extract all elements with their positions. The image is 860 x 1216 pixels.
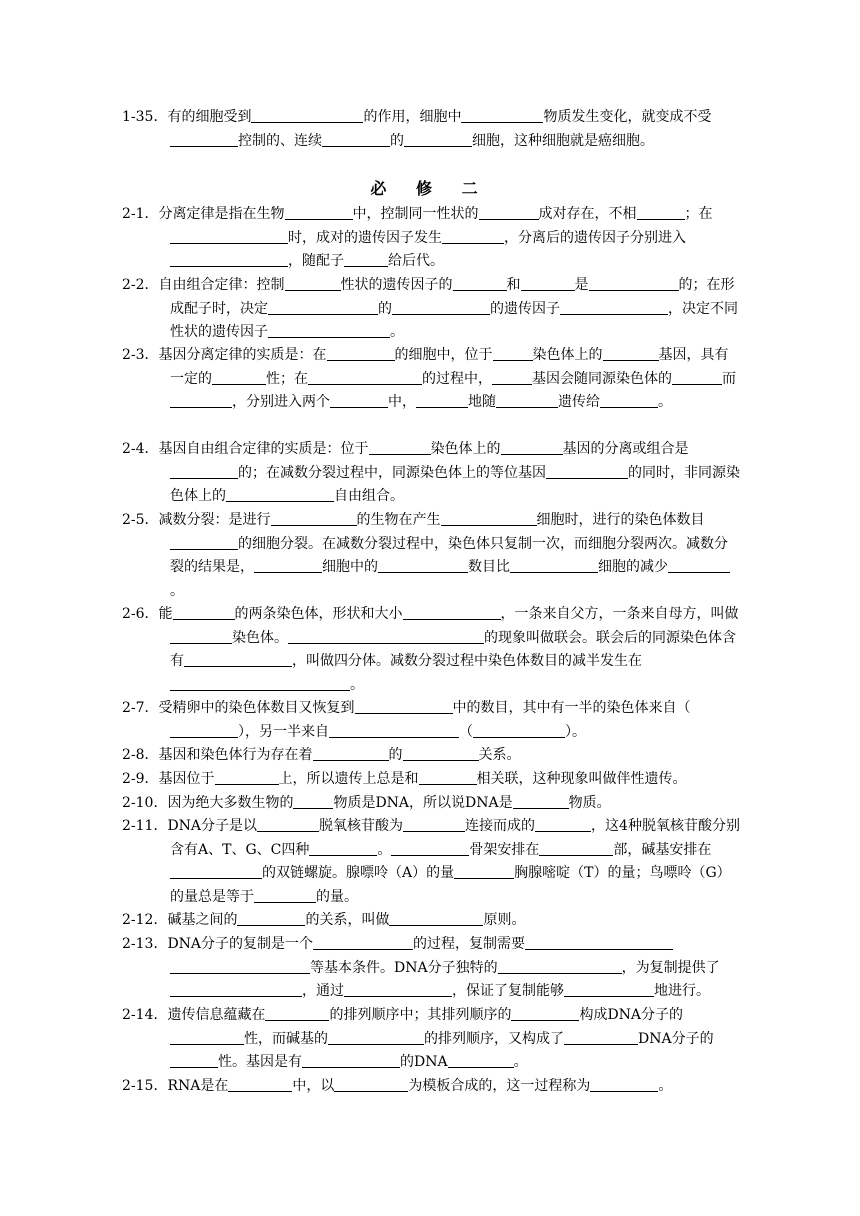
answer-blank[interactable]: [254, 886, 316, 903]
answer-blank[interactable]: [170, 1028, 244, 1045]
answer-blank[interactable]: [419, 768, 477, 785]
question-text: 上，所以遗传上总是和: [278, 771, 419, 787]
answer-blank[interactable]: [564, 980, 654, 997]
question-text: 的双链螺旋。腺嘌呤（A）的量: [262, 865, 455, 881]
question-text: 细胞时，进行的染色体数目: [536, 512, 705, 528]
question-text: 是: [574, 277, 589, 293]
question-text: （: [459, 723, 473, 740]
question-text: 给后代。: [388, 253, 444, 269]
section-title: 必 修 二: [370, 179, 490, 198]
question-text: 细胞，这种细胞就是癌细胞。: [472, 132, 654, 149]
question-text: 2-9．基因位于: [122, 771, 215, 787]
question-text: 的排列顺序，又构成了: [424, 1030, 564, 1047]
answer-blank[interactable]: [170, 227, 288, 244]
question-text: 胸腺嘧啶（T）的量；鸟嘌呤（G）的量总是等于: [170, 865, 731, 905]
question-item: [122, 744, 740, 768]
answer-blank[interactable]: [496, 391, 558, 408]
question-text: 中，: [388, 394, 416, 410]
question-text: 1-35．有的细胞受到: [122, 109, 252, 125]
answer-blank[interactable]: [268, 298, 378, 315]
answer-blank[interactable]: [251, 106, 363, 123]
question-text: 2-4．基因自由组合定律的实质是：位于: [122, 441, 369, 457]
question-text: 的关系，叫做: [305, 912, 390, 928]
answer-blank[interactable]: [170, 250, 288, 267]
question-text: 遗传给: [558, 394, 600, 410]
answer-blank[interactable]: [416, 391, 468, 408]
question-text: DNA分子的: [638, 1030, 714, 1047]
answer-blank[interactable]: [288, 627, 484, 644]
answer-blank[interactable]: [672, 368, 722, 385]
answer-blank[interactable]: [344, 250, 388, 267]
answer-blank[interactable]: [254, 556, 322, 573]
answer-blank[interactable]: [215, 768, 279, 785]
question-text: 2-13．DNA分子的复制是一个: [122, 936, 314, 952]
question-text: 。: [350, 676, 364, 693]
question-text: 的DNA: [400, 1054, 448, 1070]
question-text: 2-15．RNA是在: [122, 1078, 229, 1094]
answer-blank[interactable]: [493, 344, 533, 361]
answer-blank[interactable]: [170, 674, 350, 691]
answer-blank[interactable]: [170, 130, 238, 147]
question-item: [122, 1075, 740, 1099]
answer-blank[interactable]: [330, 391, 388, 408]
question-text: 的量。: [316, 888, 358, 905]
question-text: 。: [390, 324, 404, 340]
question-text: 2-1．分离定律是指在生物: [122, 206, 285, 222]
question-text: 控制的、连续: [238, 132, 322, 149]
question-item: [122, 274, 740, 345]
question-text: 。: [170, 582, 184, 599]
question-text: 2-12．碱基之间的: [122, 912, 238, 928]
question-text: 的现象叫做联会。联会后的同源染色体含有: [170, 629, 736, 669]
question-text: 时，成对的遗传因子发生: [288, 229, 442, 246]
question-text: 的作用，细胞中: [363, 109, 462, 125]
answer-blank[interactable]: [313, 744, 389, 761]
answer-blank[interactable]: [479, 203, 539, 220]
question-text: 。: [658, 394, 672, 410]
answer-blank[interactable]: [170, 862, 262, 879]
answer-blank[interactable]: [170, 1051, 218, 1068]
question-text: 性。基因是有: [218, 1054, 302, 1070]
question-text: ，随配子: [288, 253, 344, 269]
question-item: [122, 815, 740, 909]
question-item: [122, 438, 740, 509]
question-item: [122, 106, 740, 153]
question-text: 的: [388, 747, 403, 763]
question-text: 数目比: [468, 559, 510, 575]
answer-blank[interactable]: [355, 697, 453, 714]
answer-blank[interactable]: [285, 203, 353, 220]
question-item: [122, 792, 740, 816]
answer-blank[interactable]: [327, 344, 395, 361]
question-text: 细胞的减少: [598, 559, 668, 575]
answer-blank[interactable]: [268, 321, 390, 338]
answer-blank[interactable]: [302, 1051, 400, 1068]
answer-blank[interactable]: [271, 509, 357, 526]
question-text: 部，碱基安排在: [613, 841, 712, 858]
question-text: 2-2．自由组合定律：控制: [122, 277, 285, 293]
answer-blank[interactable]: [511, 1004, 579, 1021]
answer-blank[interactable]: [170, 721, 238, 738]
question-item: [122, 697, 740, 744]
answer-blank[interactable]: [173, 603, 235, 620]
answer-blank[interactable]: [308, 368, 422, 385]
question-text: 的同时，非同源染色体上的: [170, 464, 740, 504]
answer-blank[interactable]: [328, 1028, 424, 1045]
answer-blank[interactable]: [521, 274, 575, 291]
question-text: 相关联，这种现象叫做伴性遗传。: [476, 771, 687, 787]
question-text: 中，以: [292, 1078, 335, 1094]
question-item: [122, 203, 740, 274]
question-item: [122, 509, 740, 603]
question-text: 和: [506, 277, 521, 293]
answer-blank[interactable]: [170, 391, 232, 408]
question-item: [122, 768, 740, 792]
question-item: [122, 603, 740, 697]
question-text: ，叫做四分体。减数分裂过程中染色体数目的减半发生在: [292, 653, 642, 669]
question-text: 物质发生变化，就变成不受: [543, 109, 712, 125]
question-text: 基因，具有一定的: [170, 347, 729, 387]
question-text: ，分离后的遗传因子分别进入: [504, 229, 686, 246]
question-text: 成对存在，不相: [538, 206, 637, 222]
question-text: ，一条来自父方，一条来自母方，叫做: [500, 606, 739, 622]
question-text: 性；在: [266, 370, 308, 387]
answer-blank[interactable]: [448, 1051, 514, 1068]
question-text: 的过程，复制需要: [413, 936, 526, 952]
question-text: 的: [390, 132, 404, 149]
answer-blank[interactable]: [404, 130, 472, 147]
question-text: 2-10．因为绝大多数生物的: [122, 795, 294, 811]
answer-blank[interactable]: [589, 274, 679, 291]
answer-blank[interactable]: [170, 627, 232, 644]
answer-blank[interactable]: [442, 227, 504, 244]
question-text: 等基本条件。DNA分子独特的: [310, 959, 498, 976]
question-text: 的: [378, 300, 392, 317]
question-text: 的；在减数分裂过程中，同源染色体上的等位基因: [238, 464, 546, 481]
answer-blank[interactable]: [461, 106, 543, 123]
answer-blank[interactable]: [392, 298, 490, 315]
answer-blank[interactable]: [285, 274, 341, 291]
answer-blank[interactable]: [546, 462, 628, 479]
question-text: 性，而碱基的: [244, 1030, 328, 1047]
question-text: 的细胞中，位于: [394, 347, 493, 363]
answer-blank[interactable]: [403, 603, 501, 620]
question-text: 2-5．减数分裂：是进行: [122, 512, 271, 528]
question-text: 物质是DNA，所以说DNA是: [333, 795, 513, 811]
question-text: 的遗传因子: [490, 300, 560, 317]
answer-blank[interactable]: [539, 839, 613, 856]
question-text: ）。: [565, 723, 586, 740]
answer-blank[interactable]: [513, 792, 569, 809]
question-text: 的排列顺序中；其排列顺序的: [329, 1007, 512, 1023]
question-item: [122, 1004, 740, 1075]
answer-blank[interactable]: [237, 909, 305, 926]
question-text: 的；在形成配子时，决定: [170, 277, 735, 317]
question-item: [122, 909, 740, 933]
answer-blank[interactable]: [378, 556, 468, 573]
question-text: ，分别进入两个: [232, 394, 330, 410]
answer-blank[interactable]: [501, 438, 563, 455]
question-text: 染色体。: [232, 629, 288, 646]
answer-blank[interactable]: [309, 839, 377, 856]
question-text: 物质。: [568, 795, 611, 811]
question-text: 染色体上的: [430, 441, 501, 457]
question-text: ），另一半来自: [238, 723, 329, 740]
answer-blank[interactable]: [564, 1028, 638, 1045]
question-text: 的两条染色体，形状和大小: [234, 606, 403, 622]
answer-blank[interactable]: [668, 556, 730, 573]
answer-blank[interactable]: [535, 815, 591, 832]
question-text: 而: [722, 370, 736, 387]
question-item: [122, 933, 740, 1004]
question-text: 脱氧核苷酸为: [319, 818, 404, 834]
question-text: 中的数目，其中有一半的染色体来自（: [452, 700, 691, 716]
answer-blank[interactable]: [170, 533, 238, 550]
answer-blank[interactable]: [603, 344, 659, 361]
answer-blank[interactable]: [498, 957, 622, 974]
answer-blank[interactable]: [170, 980, 302, 997]
answer-blank[interactable]: [313, 933, 413, 950]
answer-blank[interactable]: [560, 298, 668, 315]
answer-blank[interactable]: [454, 862, 514, 879]
question-text: 2-6．能: [122, 606, 173, 622]
question-text: 地进行。: [654, 983, 710, 999]
answer-blank[interactable]: [228, 1075, 292, 1092]
answer-blank[interactable]: [510, 556, 598, 573]
question-text: 性状的遗传因子的: [340, 277, 453, 293]
answer-blank[interactable]: [334, 1075, 408, 1092]
answer-blank[interactable]: [344, 980, 452, 997]
question-text: 关系。: [478, 747, 521, 763]
question-text: 的过程中，: [422, 370, 492, 387]
question-text: 地随: [468, 394, 496, 410]
question-text: ，为复制提供了: [621, 959, 720, 976]
question-text: 2-11．DNA分子是以: [122, 818, 258, 834]
answer-blank[interactable]: [492, 368, 532, 385]
answer-blank[interactable]: [391, 839, 469, 856]
question-text: 自由组合。: [334, 488, 404, 504]
question-text: ，保证了复制能够: [452, 983, 564, 999]
question-item: [122, 344, 740, 415]
question-text: 骨架安排在: [469, 841, 540, 858]
question-text: 构成DNA分子的: [579, 1007, 684, 1023]
answer-blank[interactable]: [170, 462, 238, 479]
answer-blank[interactable]: [329, 721, 459, 738]
question-text: 连接而成的: [465, 818, 536, 834]
question-text: ，通过: [302, 983, 344, 999]
answer-blank[interactable]: [265, 1004, 329, 1021]
answer-blank[interactable]: [525, 933, 673, 950]
answer-blank[interactable]: [369, 438, 431, 455]
question-text: ，决定不同性状的遗传因子: [170, 300, 738, 340]
answer-blank[interactable]: [453, 274, 507, 291]
answer-blank[interactable]: [293, 792, 333, 809]
question-text: 染色体上的: [532, 347, 603, 363]
answer-blank[interactable]: [226, 485, 334, 502]
question-text: 细胞中的: [322, 559, 378, 575]
answer-blank[interactable]: [212, 368, 266, 385]
answer-blank[interactable]: [441, 509, 537, 526]
answer-blank[interactable]: [170, 957, 310, 974]
question-text: 2-7．受精卵中的染色体数目又恢复到: [122, 700, 355, 716]
question-text: 。: [377, 841, 392, 858]
answer-blank[interactable]: [590, 1075, 658, 1092]
question-text: 基因的分离或组合是: [562, 441, 689, 457]
question-text: 。: [658, 1078, 673, 1094]
question-text: 2-3．基因分离定律的实质是：在: [122, 347, 327, 363]
answer-blank[interactable]: [389, 909, 483, 926]
question-text: 的生物在产生: [356, 512, 441, 528]
question-text: 。: [513, 1054, 528, 1070]
question-text: 原则。: [483, 912, 526, 928]
question-text: 基因会随同源染色体的: [532, 370, 672, 387]
answer-blank[interactable]: [637, 203, 685, 220]
question-text: 2-14．遗传信息蕴藏在: [122, 1007, 266, 1023]
answer-blank[interactable]: [403, 815, 465, 832]
question-text: 的细胞分裂。在减数分裂过程中，染色体只复制一次，而细胞分裂两次。减数分裂的结果是，: [170, 535, 728, 575]
answer-blank[interactable]: [184, 650, 292, 667]
question-text: 中，控制同一性状的: [352, 206, 479, 222]
question-text: 2-8．基因和染色体行为存在着: [122, 747, 313, 763]
answer-blank[interactable]: [257, 815, 319, 832]
question-text: 为模板合成的，这一过程称为: [408, 1078, 591, 1094]
answer-blank[interactable]: [600, 391, 658, 408]
question-text: ，这4种脱氧核苷酸分别含有A、T、G、C四种: [170, 818, 740, 858]
answer-blank[interactable]: [322, 130, 390, 147]
question-text: ；在: [684, 206, 713, 222]
answer-blank[interactable]: [473, 721, 565, 738]
answer-blank[interactable]: [403, 744, 479, 761]
